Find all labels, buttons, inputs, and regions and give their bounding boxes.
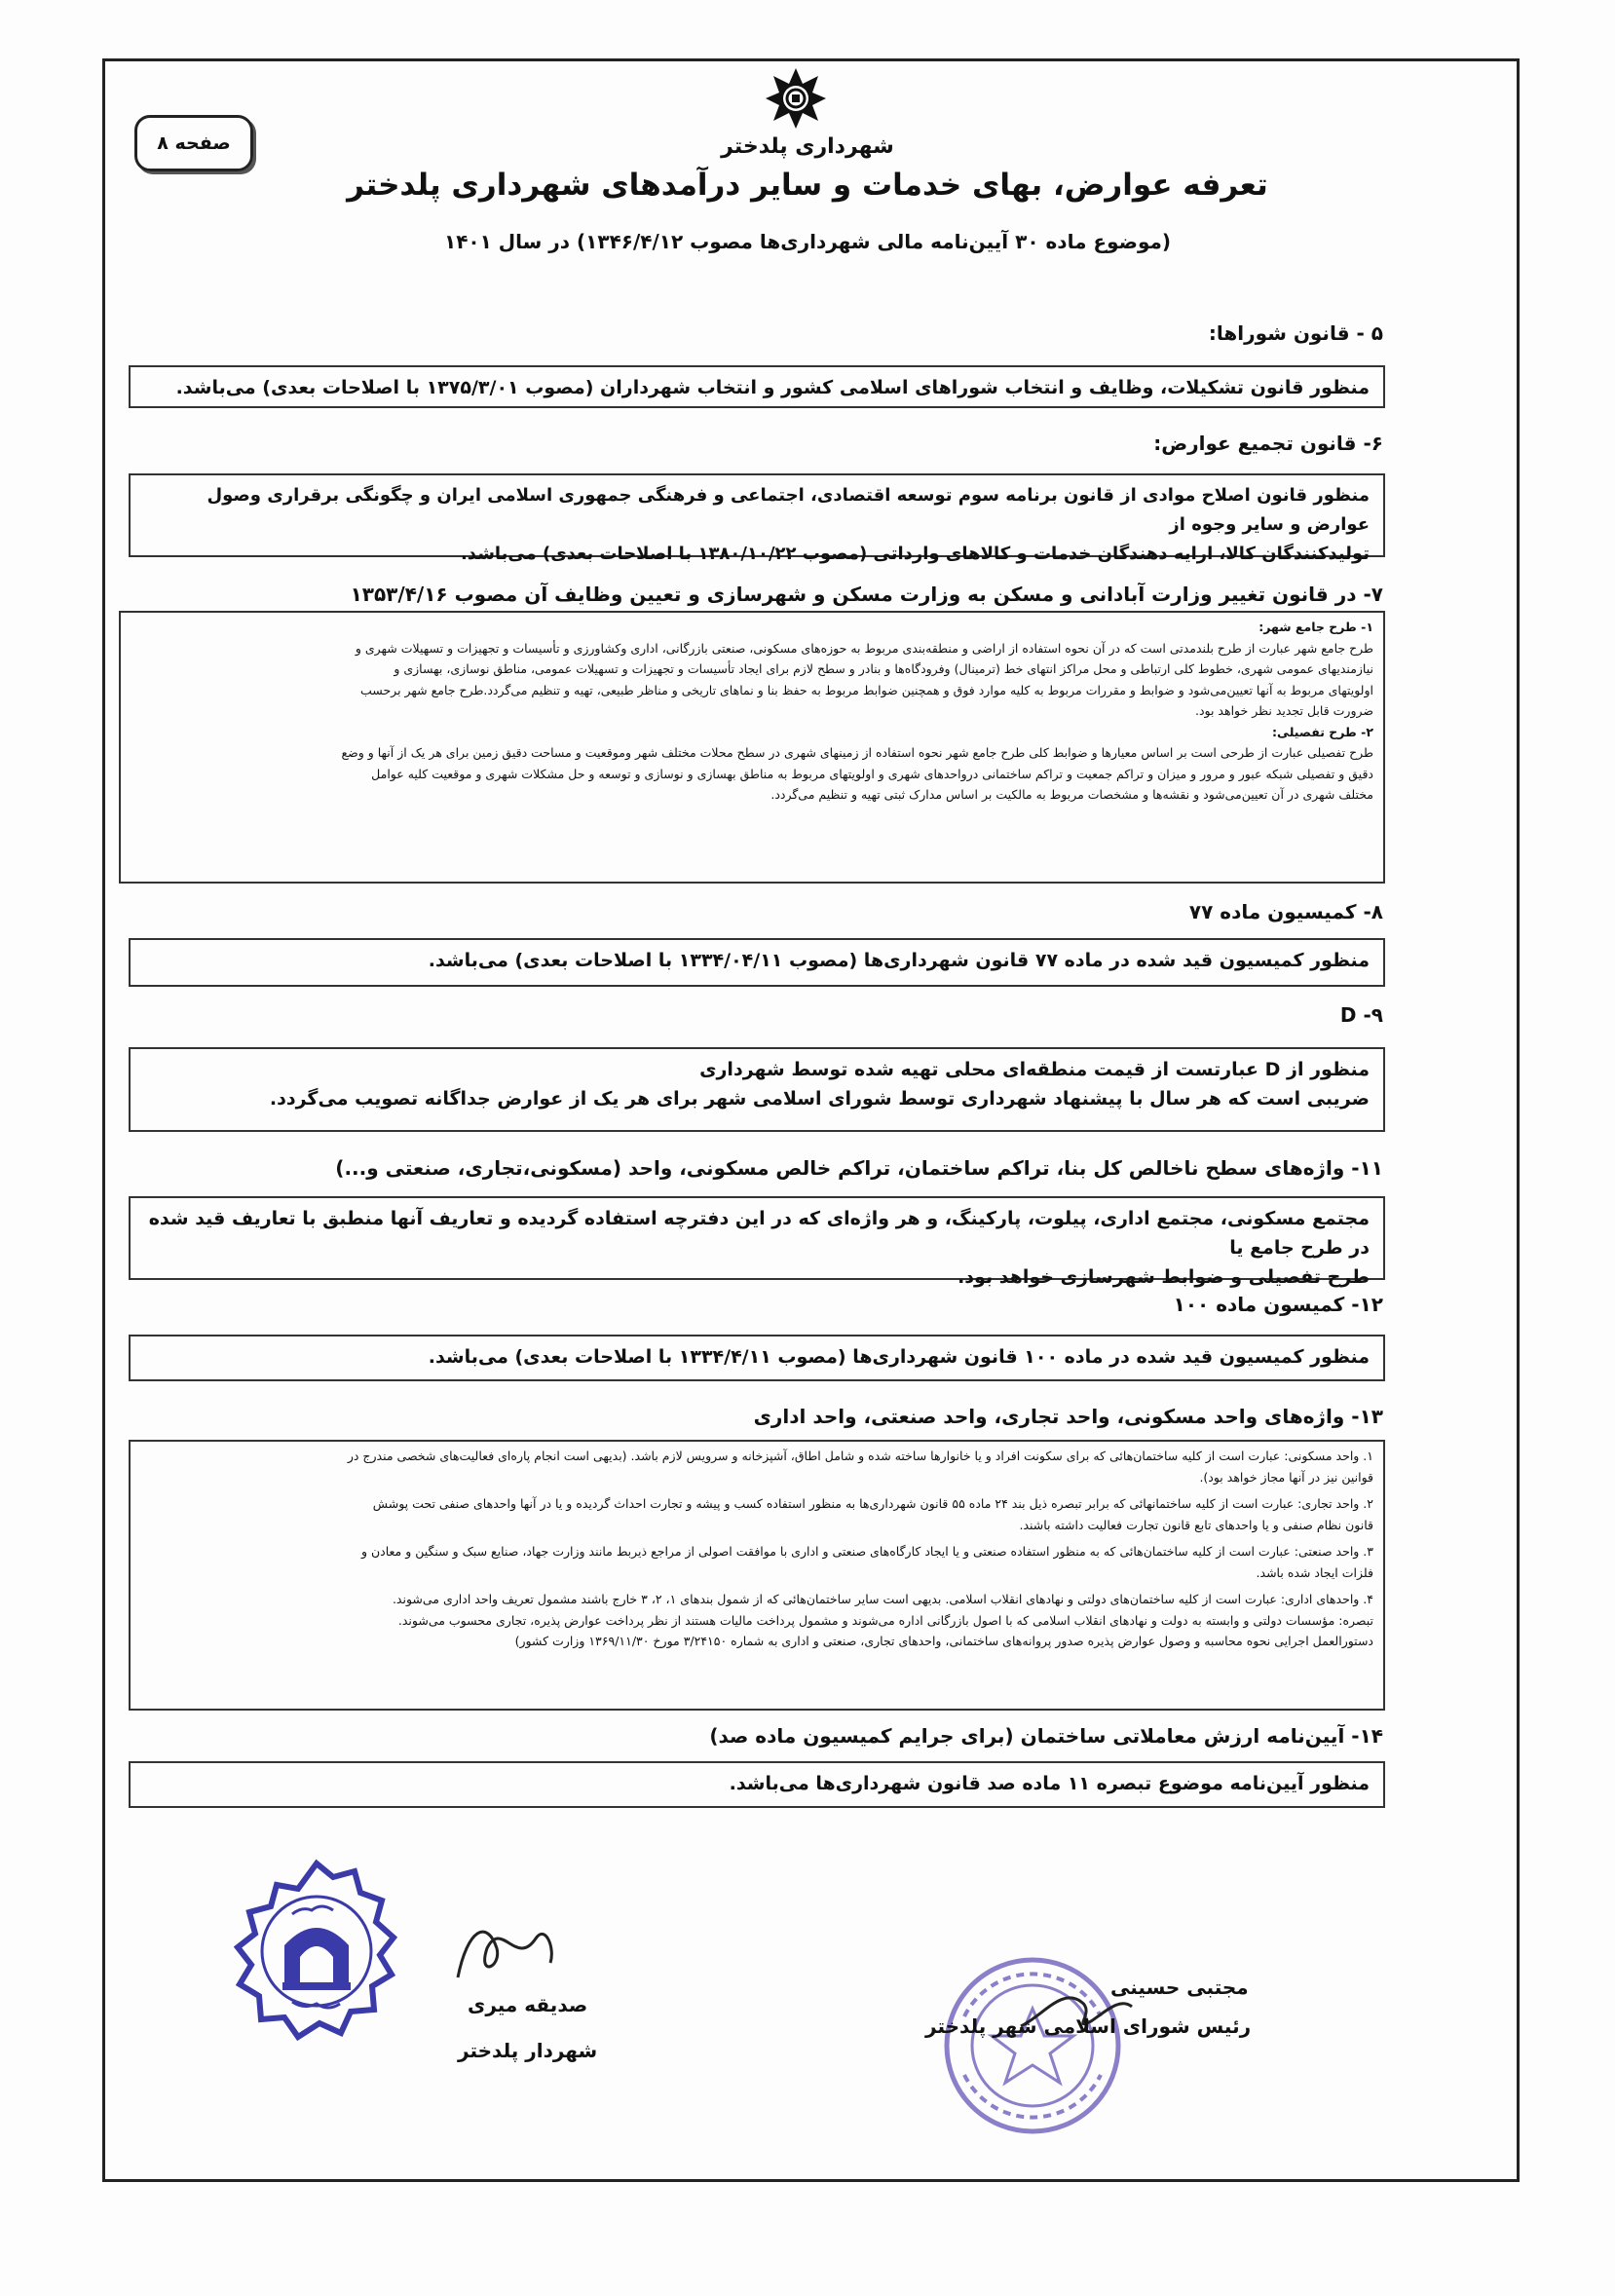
section-13-text-line: فلزات ایجاد شده باشد. <box>1256 1564 1373 1580</box>
mayor-title: شهردار پلدختر <box>458 2039 598 2062</box>
section-13-text-line: قانون نظام صنفی و یا واحدهای تابع قانون تجارت فعالیت داشته باشند. <box>1019 1517 1373 1532</box>
section-9-text-line: منظور از D عبارتست از قیمت منطقه‌ای محلی تهیه شده توسط شهرداری <box>699 1059 1370 1080</box>
section-11-text-line: مجتمع مسکونی، مجتمع اداری، پیلوت، پارکینگ، و هر واژه‌ای که در این دفترچه استفاده گردیده و تعاریف آنها منطبق با تعاریف قید شده در طرح جامع یا <box>148 1208 1370 1259</box>
council-chair-title: رئیس شورای اسلامی شهر پلدختر <box>925 2014 1252 2038</box>
section-6-box <box>129 473 1385 564</box>
section-13-text-line: ۱. واحد مسکونی: عبارت است از کلیه ساختمان‌هائی که برای سکونت افراد و یا خانوارها ساخته شده و شامل اطاق، آشپزخانه و سرویس لازم باشد. (بدیهی است انجام پاره‌ای فعالیت‌های شخصی مندرج در <box>347 1449 1373 1463</box>
section-8-box <box>129 938 1385 987</box>
section-13-text-line: تبصره: مؤسسات دولتی و وابسته به دولت و نهادهای انقلاب اسلامی که با اصول بازرگانی اداره می‌شوند و مشمول پرداخت مالیات هستند از نظر پرداخت عوارض پذیره، تجاری محسوب می‌شوند. <box>397 1612 1373 1628</box>
section-7-text-line: نیازمندیهای عمومی شهری، خطوط کلی ارتباطی و محل مراکز انتهای خط (ترمینال) وفرودگاه‌ها و بنادر و سطح لازم برای ایجاد تأسیسات و تجهیزات و تسهیلات عمومی، مناطق نوسازی، بهسازی و <box>394 661 1373 676</box>
section-6-text-line: منظور قانون اصلاح موادی از قانون برنامه سوم توسعه اقتصادی، اجتماعی و فرهنگی جمهوری اسلامی ایران و چگونگی برقراری وصول عوارض و سایر وجوه از <box>207 485 1370 535</box>
section-13-text-line: قوانین نیز در آنها مجاز خواهد بود). <box>1199 1469 1373 1485</box>
mayor-signature-icon <box>448 1909 565 1997</box>
section-6-text-line: تولیدکنندگان کالا، ارایه دهندگان خدمات و کالاهای وارداتی (مصوب ۱۳۸۰/۱۰/۲۲ با اصلاحات بعدی) می‌باشد. <box>460 544 1370 564</box>
section-8-text: منظور کمیسیون قید شده در ماده ۷۷ قانون شهرداری‌ها (مصوب ۱۳۳۴/۰۴/۱۱ با اصلاحات بعدی) می‌باشد. <box>428 950 1370 971</box>
section-7-text-line: اولویتهای مربوط به آنها تعیین‌می‌شود و ضوابط و مقررات مربوط به کلیه موارد فوق و همچنین ضوابط مربوط به حفظ بنا و نماهای تاریخی و مناظر طبیعی، تهیه و تنظیم می‌گردد.طرح جامع شهر برحسب <box>360 682 1373 697</box>
section-6-heading: ۶- قانون تجمیع عوارض: <box>1153 432 1383 455</box>
section-7-subheading: ۲- طرح تفصیلی: <box>1272 724 1373 739</box>
document-title: تعرفه عوارض، بهای خدمات و سایر درآمدهای شهرداری پلدختر <box>347 168 1268 203</box>
section-14-box <box>129 1761 1385 1808</box>
section-13-box <box>129 1440 1385 1711</box>
section-7-subheading: ۱- طرح جامع شهر: <box>1258 620 1373 634</box>
mayor-name: صدیقه میری <box>468 1993 588 2016</box>
section-14-text: منظور آیین‌نامه موضوع تبصره ۱۱ ماده صد قانون شهرداری‌ها می‌باشد. <box>729 1773 1370 1794</box>
section-9-text-line: ضریبی است که هر سال با پیشنهاد شهرداری توسط شورای اسلامی شهر برای هر یک از عوارض جداگانه تصویب می‌گردد. <box>269 1088 1370 1110</box>
page-number-badge: صفحه ۸ <box>134 115 253 171</box>
section-13-text-line: ۴. واحدهای اداری: عبارت است از کلیه ساختمان‌های دولتی و نهادهای انقلاب اسلامی. بدیهی است سایر ساختمان‌هائی که از شمول بندهای ۱، ۲، ۳ خارج باشند مشمول تعریف واحد اداری می‌شوند. <box>392 1592 1373 1606</box>
section-9-box <box>129 1047 1385 1132</box>
section-7-text-line: دقیق و تفصیلی شبکه عبور و مرور و میزان و تراکم جمعیت و تراکم ساختمانی درواحدهای شهری و اولویتهای مربوط به مناطق بهسازی و نوسازی و توسعه و حل مشکلات شهری و موقعیت کلیه عوامل <box>371 766 1373 781</box>
section-11-box <box>129 1196 1385 1288</box>
section-13-heading: ۱۳- واژه‌های واحد مسکونی، واحد تجاری، واحد صنعتی، واحد اداری <box>753 1405 1383 1428</box>
section-9-heading: ۹- D <box>1339 1003 1383 1027</box>
municipality-emblem-icon <box>764 66 828 131</box>
section-7-text-line: ضرورت قابل تجدید نظر خواهد بود. <box>1194 703 1373 718</box>
section-8-heading: ۸- کمیسیون ماده ۷۷ <box>1188 900 1383 923</box>
section-13-text-line: ۳. واحد صنعتی: عبارت است از کلیه ساختمان‌هائی که به منظور استفاده صنعتی و یا ایجاد کارگاه‌های صنعتی و اداری با موافقت اصولی از مراجع ذیربط مانند وزارت جهاد، صنایع سبک و سنگین و معادن و <box>360 1544 1373 1559</box>
section-5-heading: ۵ - قانون شوراها: <box>1208 321 1383 345</box>
section-7-heading: ۷- در قانون تغییر وزارت آبادانی و مسکن به وزارت مسکن و شهرسازی و تعیین وظایف آن مصوب ۱۳۵۳/۴/۱۶ <box>350 583 1383 606</box>
section-13-text-line: دستورالعمل اجرایی نحوه محاسبه و وصول عوارض پذیره صدور پروانه‌های ساختمانی، واحدهای تجاری، صنعتی و اداری به شماره ۳/۲۴۱۵۰ مورخ ۱۳۶۹/۱۱/۳۰ وزارت کشور) <box>514 1634 1373 1648</box>
municipality-stamp-icon <box>224 1856 409 2051</box>
section-12-box <box>129 1335 1385 1381</box>
section-11-text-line: طرح تفصیلی و ضوابط شهرسازی خواهد بود. <box>958 1266 1370 1288</box>
section-12-heading: ۱۲- کمیسون ماده ۱۰۰ <box>1173 1293 1383 1316</box>
section-7-text-line: طرح جامع شهر عبارت از طرح بلندمدتی است که در آن نحوه استفاده از اراضی و منطقه‌بندی مربوط به حوزه‌های مسکونی، صنعتی بازرگانی، اداری وکشاورزی و تأسیسات و تجهیزات و تسهیلات شهری و <box>355 640 1373 656</box>
document-subtitle: (موضوع ماده ۳۰ آیین‌نامه مالی شهرداری‌ها مصوب ۱۳۴۶/۴/۱۲) در سال ۱۴۰۱ <box>443 230 1172 253</box>
council-chair-name: مجتبی حسینی <box>1110 1976 1249 1999</box>
section-5-box <box>129 365 1385 408</box>
section-5-text: منظور قانون تشکیلات، وظایف و انتخاب شوراهای اسلامی کشور و انتخاب شهرداران (مصوب ۱۳۷۵/۳/۰۱ با اصلاحات بعدی) می‌باشد. <box>175 377 1370 398</box>
section-7-text-line: مختلف شهری در آن تعیین‌می‌شود و نقشه‌ها و مشخصات مربوط به مالکیت بر اساس مدارک ثبتی تهیه و تنظیم می‌گردد. <box>770 787 1373 802</box>
section-13-text-line: ۲. واحد تجاری: عبارت است از کلیه ساختمانهائی که برابر تبصره ذیل بند ۲۴ ماده ۵۵ قانون شهرداری‌ها به منظور استفاده کسب و پیشه و تجارت احداث گردیده و یا در آنها واحدهای صنفی تحت پوشش <box>372 1496 1373 1511</box>
section-7-box <box>119 611 1385 884</box>
section-11-heading: ۱۱- واژه‌های سطح ناخالص کل بنا، تراکم ساختمان، تراکم خالص مسکونی، واحد (مسکونی،تجاری، صنعتی و...) <box>335 1156 1383 1180</box>
section-14-heading: ۱۴- آیین‌نامه ارزش معاملاتی ساختمان (برای جرایم کمیسیون ماده صد) <box>709 1724 1383 1748</box>
section-12-text: منظور کمیسیون قید شده در ماده ۱۰۰ قانون شهرداری‌ها (مصوب ۱۳۳۴/۴/۱۱ با اصلاحات بعدی) می‌باشد. <box>428 1346 1370 1368</box>
section-7-text-line: طرح تفصیلی عبارت از طرحی است بر اساس معیارها و ضوابط کلی طرح جامع شهر نحوه استفاده از زمینهای شهری در سطح محلات مختلف شهر وموقعیت و مساحت دقیق زمین برای هر یک از آنها و وضع <box>341 745 1373 760</box>
org-name: شهرداری پلدختر <box>721 134 894 159</box>
